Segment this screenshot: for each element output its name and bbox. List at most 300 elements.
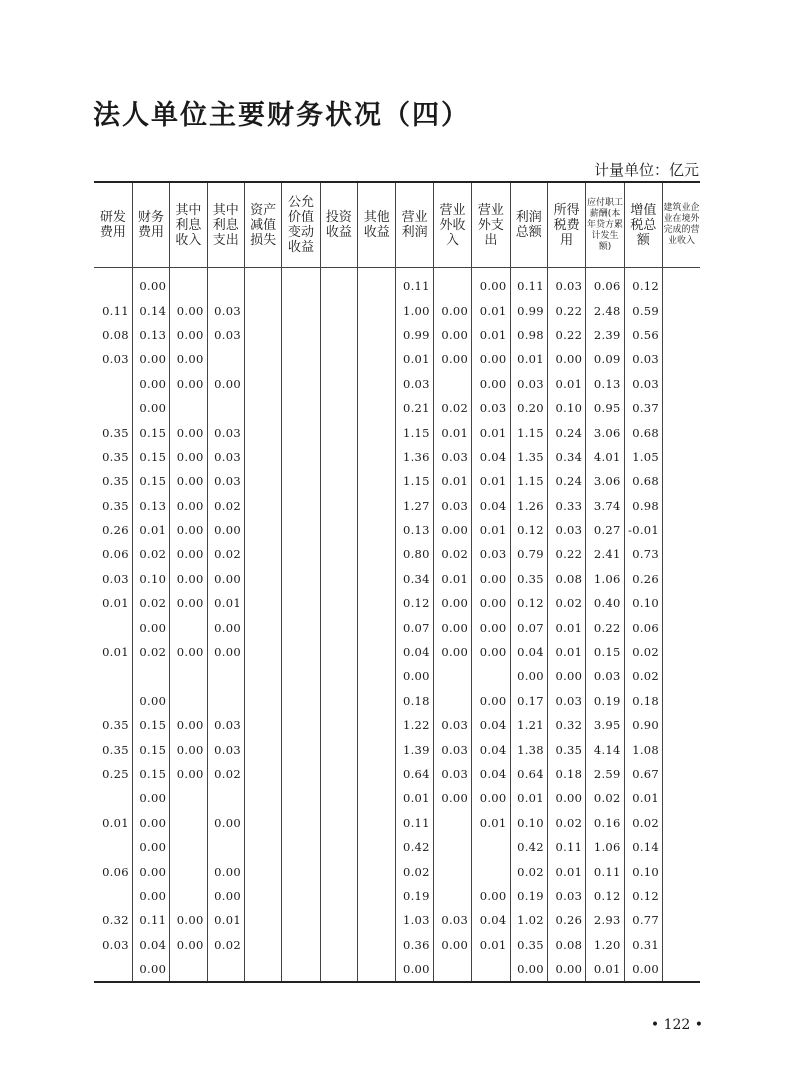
table-cell: 0.14 [624, 835, 662, 859]
table-cell: 0.04 [396, 640, 433, 664]
column-header [472, 182, 510, 268]
table-cell: 0.00 [510, 664, 547, 688]
table-cell: 0.19 [586, 689, 624, 713]
table-cell: 0.37 [624, 396, 662, 420]
table-cell: 0.00 [170, 372, 207, 396]
table-cell: 0.99 [396, 323, 433, 347]
column-header-label: 营业外支出 [477, 202, 504, 248]
table-cell: 0.35 [547, 737, 585, 761]
table-cell [244, 396, 281, 420]
table-cell [282, 957, 320, 982]
table-cell [663, 640, 700, 664]
table-cell [472, 835, 510, 859]
table-cell: 0.00 [132, 372, 169, 396]
table-cell: 0.00 [170, 737, 207, 761]
table-cell: 0.12 [624, 268, 662, 299]
column-header-label: 增值税总额 [630, 202, 657, 248]
table-row [94, 591, 700, 615]
table-cell: 0.42 [510, 835, 547, 859]
table-cell: 0.35 [102, 449, 129, 464]
table-row [94, 494, 700, 518]
table-cell: 0.11 [132, 908, 169, 932]
table-cell: 0.00 [472, 591, 510, 615]
table-cell: 0.03 [433, 762, 471, 786]
table-cell: 0.01 [396, 786, 433, 810]
table-cell [663, 396, 700, 420]
table-cell: 0.04 [472, 445, 510, 469]
table-cell: 0.99 [510, 298, 547, 322]
table-cell: 0.11 [547, 835, 585, 859]
table-cell [358, 494, 396, 518]
table-cell: 3.74 [586, 494, 624, 518]
table-cell: 0.02 [624, 664, 662, 688]
table-cell [320, 957, 357, 982]
table-cell: 1.05 [624, 445, 662, 469]
table-cell [663, 884, 700, 908]
table-cell: 0.11 [396, 811, 433, 835]
table-cell [94, 396, 132, 420]
table-cell [170, 884, 207, 908]
table-cell [358, 567, 396, 591]
table-cell [358, 640, 396, 664]
column-header-label: 其他收益 [363, 210, 390, 240]
table-cell [320, 323, 357, 347]
table-cell: 0.12 [586, 884, 624, 908]
table-cell [663, 494, 700, 518]
table-cell: 0.42 [396, 835, 433, 859]
table-cell [94, 372, 132, 396]
table-cell [132, 664, 169, 688]
table-cell: 0.32 [547, 713, 585, 737]
table-cell: 0.03 [433, 494, 471, 518]
table-cell: 0.03 [547, 884, 585, 908]
table-cell: 1.15 [396, 420, 433, 444]
table-cell: 0.00 [132, 689, 169, 713]
table-cell: 0.03 [207, 713, 244, 737]
table-cell: 0.06 [624, 615, 662, 639]
table-cell: 0.00 [170, 323, 207, 347]
table-cell [663, 835, 700, 859]
table-cell [320, 884, 357, 908]
table-cell: 1.22 [396, 713, 433, 737]
table-cell [320, 469, 357, 493]
table-cell: 0.00 [472, 786, 510, 810]
table-cell: 1.38 [510, 737, 547, 761]
table-cell [320, 713, 357, 737]
table-cell: 0.01 [102, 645, 129, 660]
table-cell: 0.13 [132, 494, 169, 518]
table-cell: 0.32 [102, 913, 129, 928]
table-cell: 0.35 [510, 933, 547, 957]
table-cell [244, 445, 281, 469]
table-cell [244, 908, 281, 932]
table-row [94, 396, 700, 420]
table-cell: 0.02 [624, 811, 662, 835]
table-body [94, 268, 700, 983]
table-cell: 0.07 [396, 615, 433, 639]
table-cell [282, 908, 320, 932]
table-cell: 1.20 [586, 933, 624, 957]
table-cell [207, 835, 244, 859]
table-cell: 0.00 [132, 835, 169, 859]
table-cell [320, 494, 357, 518]
table-cell [663, 567, 700, 591]
table-cell: 1.35 [510, 445, 547, 469]
table-cell: 0.03 [472, 396, 510, 420]
table-cell: 0.02 [207, 542, 244, 566]
table-cell [320, 567, 357, 591]
table-cell: 1.26 [510, 494, 547, 518]
table-cell [320, 591, 357, 615]
table-cell [170, 811, 207, 835]
column-header [244, 182, 281, 268]
table-cell: 0.00 [433, 347, 471, 371]
table-cell: 4.01 [586, 445, 624, 469]
table-cell: 0.22 [586, 615, 624, 639]
table-cell: 0.11 [102, 303, 129, 318]
table-cell [94, 835, 132, 859]
table-cell [320, 737, 357, 761]
table-cell [94, 268, 132, 299]
table-cell: 1.21 [510, 713, 547, 737]
table-cell: 0.35 [102, 498, 129, 513]
table-cell: 0.01 [472, 933, 510, 957]
table-cell [358, 957, 396, 982]
table-cell [358, 762, 396, 786]
table-cell: 0.00 [170, 494, 207, 518]
table-cell [282, 591, 320, 615]
table-cell: 0.02 [433, 542, 471, 566]
table-cell [663, 420, 700, 444]
table-cell: 0.00 [207, 567, 244, 591]
table-cell: 0.00 [433, 518, 471, 542]
table-cell [663, 859, 700, 883]
table-cell: 0.06 [102, 864, 129, 879]
column-header [510, 182, 547, 268]
table-cell: 0.00 [132, 811, 169, 835]
table-cell: 0.27 [586, 518, 624, 542]
table-row [94, 933, 700, 957]
table-cell: 0.16 [586, 811, 624, 835]
table-cell [244, 494, 281, 518]
table-cell [282, 835, 320, 859]
table-cell: 0.00 [132, 396, 169, 420]
table-cell: 1.15 [510, 469, 547, 493]
table-cell: 3.06 [586, 420, 624, 444]
table-cell: 0.21 [396, 396, 433, 420]
table-cell: 0.01 [510, 347, 547, 371]
table-cell: 0.02 [207, 933, 244, 957]
table-cell [663, 689, 700, 713]
table-cell [282, 469, 320, 493]
table-cell [170, 689, 207, 713]
table-cell: 0.02 [433, 396, 471, 420]
table-cell [663, 323, 700, 347]
table-cell [282, 445, 320, 469]
table-cell [244, 542, 281, 566]
table-cell: 1.06 [586, 567, 624, 591]
table-row [94, 372, 700, 396]
table-row [94, 884, 700, 908]
table-cell: 0.10 [624, 591, 662, 615]
table-cell: 0.00 [207, 884, 244, 908]
table-cell: 0.00 [132, 859, 169, 883]
table-cell: 0.01 [102, 596, 129, 611]
table-cell [282, 762, 320, 786]
table-cell: 0.22 [547, 542, 585, 566]
table-cell: 0.00 [472, 615, 510, 639]
table-cell [663, 268, 700, 299]
table-cell [472, 859, 510, 883]
table-cell: 0.03 [207, 445, 244, 469]
table-cell [433, 268, 471, 299]
column-header-label: 营业外收入 [439, 202, 466, 248]
table-cell [663, 762, 700, 786]
table-cell: 0.00 [170, 908, 207, 932]
table-cell: 0.98 [510, 323, 547, 347]
table-cell [282, 372, 320, 396]
table-cell: 0.08 [547, 567, 585, 591]
table-row [94, 445, 700, 469]
table-cell [320, 664, 357, 688]
column-header-label: 财务费用 [138, 210, 165, 240]
table-cell [358, 518, 396, 542]
table-cell [282, 396, 320, 420]
table-cell: 0.03 [433, 445, 471, 469]
table-cell [94, 786, 132, 810]
table-cell: 0.01 [586, 957, 624, 982]
table-cell: 0.03 [207, 420, 244, 444]
table-cell [244, 762, 281, 786]
table-cell: 0.01 [472, 323, 510, 347]
table-cell: 0.24 [547, 420, 585, 444]
table-cell [244, 884, 281, 908]
table-cell: 0.00 [472, 268, 510, 299]
table-cell: 0.00 [207, 518, 244, 542]
table-cell [433, 957, 471, 982]
table-cell: 0.02 [547, 811, 585, 835]
table-cell [358, 811, 396, 835]
table-cell: 0.59 [624, 298, 662, 322]
table-cell [320, 615, 357, 639]
table-cell [358, 445, 396, 469]
table-cell: 3.06 [586, 469, 624, 493]
table-cell [207, 268, 244, 299]
table-cell: 1.15 [396, 469, 433, 493]
table-cell [282, 347, 320, 371]
table-cell: 0.01 [433, 420, 471, 444]
table-cell: 0.01 [547, 372, 585, 396]
table-row [94, 908, 700, 932]
table-cell: 0.00 [132, 786, 169, 810]
table-cell: 0.00 [510, 957, 547, 982]
table-cell [207, 786, 244, 810]
table-cell: 0.18 [547, 762, 585, 786]
column-header [433, 182, 471, 268]
table-cell: 0.35 [102, 742, 129, 757]
table-cell: 0.19 [396, 884, 433, 908]
table-row [94, 737, 700, 761]
table-cell [170, 859, 207, 883]
table-cell [358, 372, 396, 396]
table-cell [358, 786, 396, 810]
table-cell [663, 542, 700, 566]
table-cell [663, 957, 700, 982]
table-cell: 0.15 [132, 420, 169, 444]
table-cell: 0.00 [472, 640, 510, 664]
table-cell [282, 567, 320, 591]
table-cell [244, 737, 281, 761]
table-cell [282, 298, 320, 322]
column-header [624, 182, 662, 268]
table-cell: 0.03 [433, 713, 471, 737]
table-cell [282, 542, 320, 566]
table-cell: 0.00 [170, 591, 207, 615]
table-cell: 0.10 [510, 811, 547, 835]
table-cell: 1.03 [396, 908, 433, 932]
table-cell: 0.26 [547, 908, 585, 932]
table-cell [282, 713, 320, 737]
table-cell: 0.00 [170, 933, 207, 957]
table-cell [282, 494, 320, 518]
column-header [207, 182, 244, 268]
table-cell [170, 835, 207, 859]
table-cell [244, 323, 281, 347]
table-row [94, 420, 700, 444]
table-row [94, 469, 700, 493]
table-cell: 0.00 [207, 640, 244, 664]
column-header-label: 其中利息收入 [175, 202, 202, 248]
table-cell: 0.15 [132, 762, 169, 786]
table-row [94, 786, 700, 810]
table-cell [472, 664, 510, 688]
table-row [94, 518, 700, 542]
table-cell [207, 664, 244, 688]
table-cell: 0.00 [207, 859, 244, 883]
table-cell [320, 268, 357, 299]
table-cell: 0.00 [472, 372, 510, 396]
table-cell [358, 542, 396, 566]
table-cell: 0.01 [472, 518, 510, 542]
table-cell [320, 347, 357, 371]
table-cell: 0.02 [624, 640, 662, 664]
table-cell [663, 518, 700, 542]
table-cell: 0.00 [396, 957, 433, 982]
table-cell: 0.00 [472, 884, 510, 908]
table-cell [244, 372, 281, 396]
table-cell [433, 835, 471, 859]
table-cell: 0.00 [433, 323, 471, 347]
table-cell [663, 298, 700, 322]
column-header-label: 投资收益 [325, 210, 352, 240]
table-cell: 0.79 [510, 542, 547, 566]
header-row [94, 182, 700, 268]
table-cell [282, 786, 320, 810]
table-cell [433, 859, 471, 883]
table-cell [320, 420, 357, 444]
column-header [663, 182, 700, 268]
table-cell: 0.00 [547, 664, 585, 688]
table-cell [244, 689, 281, 713]
table-cell: 0.24 [547, 469, 585, 493]
table-cell: 0.06 [102, 547, 129, 562]
table-cell: 0.10 [547, 396, 585, 420]
table-row [94, 268, 700, 299]
table-cell: 0.13 [586, 372, 624, 396]
table-cell [244, 615, 281, 639]
table-cell: 0.15 [132, 469, 169, 493]
column-header [586, 182, 624, 268]
table-cell: 0.04 [472, 908, 510, 932]
table-cell [433, 884, 471, 908]
table-row [94, 298, 700, 322]
table-cell [244, 469, 281, 493]
unit-label: 计量单位：亿元 [593, 161, 699, 179]
table-cell [244, 347, 281, 371]
table-cell: 0.00 [472, 567, 510, 591]
table-cell: 1.15 [510, 420, 547, 444]
table-cell: 0.01 [472, 420, 510, 444]
table-cell: 1.00 [396, 298, 433, 322]
table-cell: 0.26 [102, 523, 129, 538]
table-cell: 1.36 [396, 445, 433, 469]
table-cell [663, 591, 700, 615]
table-cell [320, 689, 357, 713]
table-cell: 0.01 [207, 908, 244, 932]
table-cell [663, 786, 700, 810]
table-cell: 0.11 [510, 268, 547, 299]
table-cell: 0.00 [547, 347, 585, 371]
table-cell: 1.27 [396, 494, 433, 518]
table-cell: 3.95 [586, 713, 624, 737]
table-cell: 2.41 [586, 542, 624, 566]
table-cell [320, 835, 357, 859]
table-cell: 0.04 [472, 494, 510, 518]
table-cell: 0.00 [207, 811, 244, 835]
table-cell: 0.35 [510, 567, 547, 591]
table-cell: 0.10 [624, 859, 662, 883]
table-cell: 0.03 [102, 571, 129, 586]
table-cell [170, 957, 207, 982]
table-cell [663, 737, 700, 761]
table-cell: 0.03 [207, 469, 244, 493]
table-cell: 0.00 [132, 268, 169, 299]
table-cell [358, 908, 396, 932]
table-cell [472, 957, 510, 982]
table-cell: 0.08 [102, 327, 129, 342]
table-cell [663, 933, 700, 957]
table-cell: 0.56 [624, 323, 662, 347]
table-cell: 0.14 [132, 298, 169, 322]
table-row [94, 762, 700, 786]
table-cell [282, 933, 320, 957]
table-row [94, 323, 700, 347]
table-cell: 0.02 [547, 591, 585, 615]
table-cell [207, 689, 244, 713]
table-cell [320, 396, 357, 420]
table-cell [320, 542, 357, 566]
table-cell [244, 811, 281, 835]
column-header-label: 资产减值损失 [250, 202, 277, 248]
table-cell [170, 786, 207, 810]
table-cell: 0.03 [396, 372, 433, 396]
table-cell [244, 567, 281, 591]
table-row [94, 859, 700, 883]
table-cell [94, 615, 132, 639]
table-cell: 0.00 [433, 591, 471, 615]
table-cell [358, 347, 396, 371]
table-cell: 0.03 [624, 347, 662, 371]
